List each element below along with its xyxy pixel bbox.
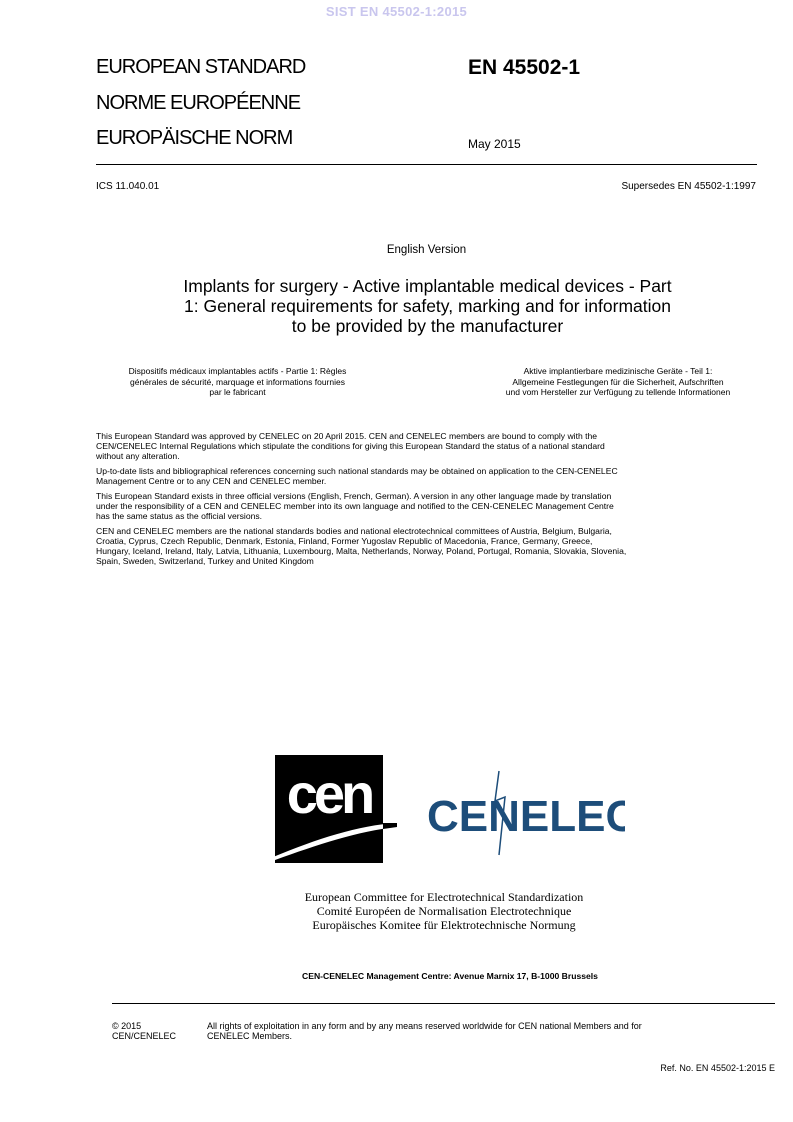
members-paragraph <box>96 526 764 566</box>
cen-logo-text: cen <box>286 762 372 825</box>
paragraph-line: Spain, Sweden, Switzerland, Turkey and United Kingdom <box>96 556 314 566</box>
logos-graphic <box>255 755 625 867</box>
header-divider <box>96 164 757 165</box>
document-title-line: 1: General requirements for safety, marking and for information <box>184 296 671 316</box>
standard-number: EN 45502-1 <box>468 56 581 79</box>
watermark: SIST EN 45502-1:2015 <box>325 4 468 19</box>
document-title <box>140 276 715 336</box>
rights-line: All rights of exploitation in any form and by any means reserved worldwide for CEN national Members and for <box>207 1021 642 1031</box>
title-french-translation <box>80 366 395 398</box>
paragraph-line: This European Standard exists in three official versions (English, French, German). A version in any other language made by translation <box>96 491 612 501</box>
version-label: English Version <box>386 244 467 256</box>
paragraph-line: Management Centre or to any CEN and CENELEC member. <box>96 476 327 486</box>
translation-line: Aktive implantierbare medizinische Geräte - Teil 1: <box>523 366 713 376</box>
committee-name-german: Europäisches Komitee für Elektrotechnische Normung <box>312 918 576 932</box>
versions-paragraph <box>96 491 764 521</box>
ics-code: ICS 11.040.01 <box>96 181 160 192</box>
translation-line: par le fabricant <box>209 387 266 397</box>
references-paragraph <box>96 466 764 486</box>
paragraph-line: without any alteration. <box>96 451 180 461</box>
committee-names <box>200 890 688 932</box>
paragraph-line: Hungary, Iceland, Ireland, Italy, Latvia, Lithuania, Luxembourg, Malta, Netherlands, Norway, Poland, Portugal, Romania, Slovakia, Slovenia, <box>96 546 627 556</box>
title-german: EUROPÄISCHE NORM <box>96 127 293 149</box>
title-french: NORME EUROPÉENNE <box>96 92 301 114</box>
committee-name-english: European Committee for Electrotechnical Standardization <box>304 890 584 904</box>
translation-line: und vom Hersteller zur Verfügung zu tellende Informationen <box>505 387 731 397</box>
footer-divider <box>112 1003 775 1004</box>
cenelec-logo <box>427 771 625 855</box>
document-title-line: to be provided by the manufacturer <box>291 316 564 336</box>
document-title-line: Implants for surgery - Active implantable medical devices - Part <box>183 276 672 296</box>
copyright-year: © 2015 <box>112 1021 142 1031</box>
translation-line: générales de sécurité, marquage et informations fournies <box>130 376 345 387</box>
title-english: EUROPEAN STANDARD <box>96 56 306 78</box>
supersedes-note: Supersedes EN 45502-1:1997 <box>621 181 756 192</box>
paragraph-line: This European Standard was approved by CENELEC on 20 April 2015. CEN and CENELEC members are bound to comply with the <box>96 431 598 441</box>
copyright-owner: CEN/CENELEC <box>112 1031 177 1041</box>
logos <box>255 755 625 867</box>
publication-date: May 2015 <box>468 137 521 151</box>
approval-text <box>96 431 764 571</box>
rights-line: CENELEC Members. <box>207 1031 293 1041</box>
reference-number: Ref. No. EN 45502-1:2015 E <box>660 1063 775 1073</box>
cen-logo <box>259 755 397 865</box>
management-centre-address: CEN-CENELEC Management Centre: Avenue Marnix 17, B-1000 Brussels <box>302 971 598 981</box>
paragraph-line: Croatia, Cyprus, Czech Republic, Denmark, Estonia, Finland, Former Yugoslav Republic of Macedonia, France, Germany, Greece, <box>96 536 593 546</box>
cenelec-logo-text: CENELEC <box>427 792 625 841</box>
committee-name-french: Comité Européen de Normalisation Electrotechnique <box>316 904 572 918</box>
approval-paragraph <box>96 431 764 461</box>
paragraph-line: Up-to-date lists and bibliographical references concerning such national standards may be obtained on application to the CEN-CENELEC <box>96 466 618 476</box>
copyright <box>112 1021 176 1041</box>
rights-statement <box>207 1021 747 1041</box>
paragraph-line: under the responsibility of a CEN and CENELEC member into its own language and notified to the CEN-CENELEC Management Centre <box>96 501 614 511</box>
translation-line: Allgemeine Festlegungen für die Sicherheit, Aufschriften <box>512 376 724 387</box>
paragraph-line: CEN/CENELEC Internal Regulations which stipulate the conditions for giving this European Standard the status of a national standard <box>96 441 605 451</box>
translation-line: Dispositifs médicaux implantables actifs - Partie 1: Règles <box>128 366 347 376</box>
title-german-translation <box>468 366 768 398</box>
paragraph-line: has the same status as the official versions. <box>96 511 263 521</box>
paragraph-line: CEN and CENELEC members are the national standards bodies and national electrotechnical committees of Austria, Belgium, Bulgaria, <box>96 526 612 536</box>
